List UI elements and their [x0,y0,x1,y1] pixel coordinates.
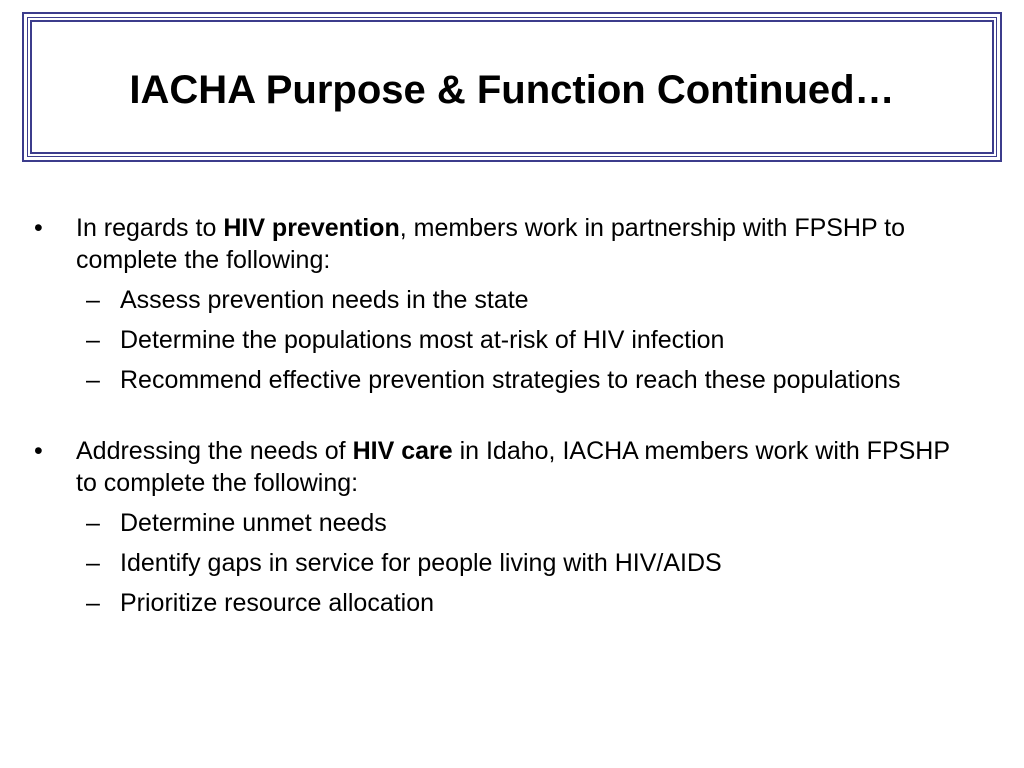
dash-marker: – [86,326,100,354]
dash-marker: – [86,509,100,537]
sub-item [30,284,970,316]
sub-item-text: Prioritize resource allocation [120,589,435,617]
sub-item-text: Determine the populations most at-risk of HIV infection [120,326,725,354]
bullet-text-post: , members work in partnership with FPSHP to complete the following: [76,214,906,274]
section-gap [30,396,970,435]
slide-body [30,212,970,619]
dash-marker: – [86,549,100,577]
bullet-text-pre: Addressing the needs of [76,437,353,465]
sub-item [30,364,970,396]
sub-item [30,587,970,619]
sub-item [30,324,970,356]
dash-marker: – [86,589,100,617]
bullet-marker: • [34,214,43,242]
sub-item-text: Assess prevention needs in the state [120,286,529,314]
bullet-hiv-care [30,435,970,499]
sub-item-text: Determine unmet needs [120,509,387,537]
sub-item-text: Identify gaps in service for people living with HIV/AIDS [120,549,722,577]
bullet-text-post: in Idaho, IACHA members work with FPSHP to complete the following: [76,437,950,497]
dash-marker: – [86,366,100,394]
bullet-marker: • [34,437,43,465]
bullet-hiv-prevention [30,212,970,276]
bullet-text-bold: HIV care [352,437,453,465]
dash-marker: – [86,286,100,314]
bullet-text-pre: In regards to [76,214,224,242]
slide-title: IACHA Purpose & Function Continued… [129,68,895,112]
sub-item [30,547,970,579]
sub-item [30,507,970,539]
bullet-text-bold: HIV prevention [223,214,400,242]
sub-item-text: Recommend effective prevention strategies to reach these populations [120,366,901,394]
